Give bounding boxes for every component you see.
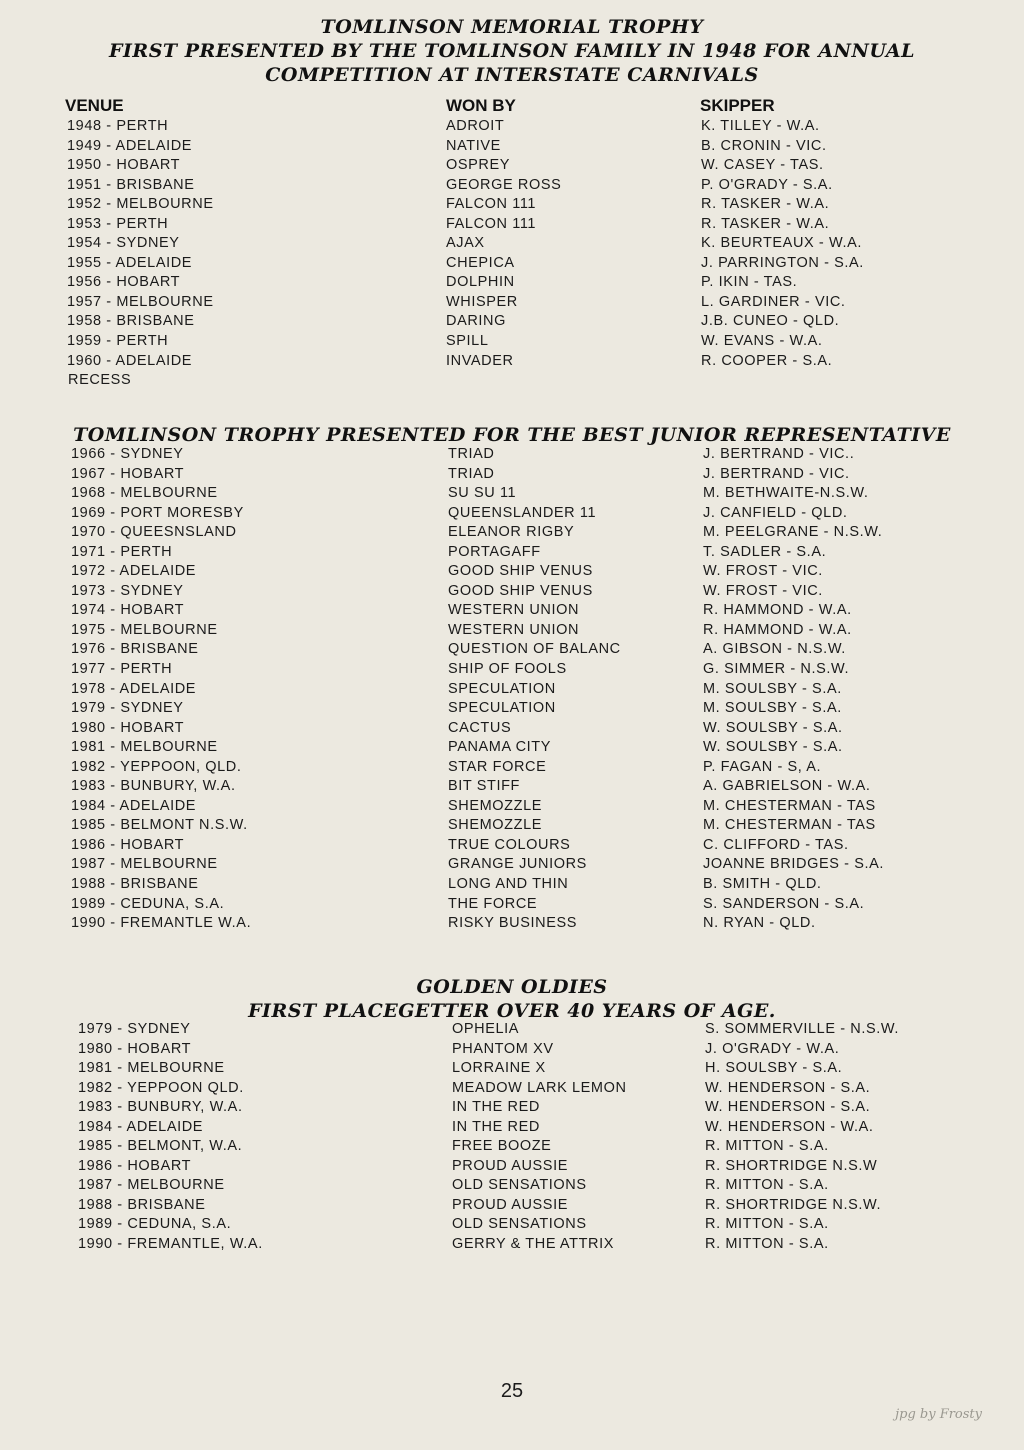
won-by-cell: SPECULATION <box>448 700 556 717</box>
won-by-cell: SHIP OF FOOLS <box>448 661 567 678</box>
skipper-cell: T. SADLER - S.A. <box>703 543 827 560</box>
table-row <box>0 1236 1024 1256</box>
skipper-cell: S. SANDERSON - S.A. <box>703 895 865 912</box>
venue-cell: 1984 - ADELAIDE <box>78 1118 204 1135</box>
page-title: TOMLINSON MEMORIAL TROPHY <box>320 16 704 38</box>
skipper-cell: P. IKIN - TAS. <box>701 274 798 291</box>
won-by-cell: PANAMA CITY <box>448 739 552 756</box>
skipper-cell: R. MITTON - S.A. <box>705 1216 829 1233</box>
skipper-cell: R. TASKER - W.A. <box>701 215 830 232</box>
won-by-cell: OPHELIA <box>452 1021 520 1037</box>
won-by-cell: NATIVE <box>446 137 501 154</box>
skipper-cell: M. SOULSBY - S.A. <box>703 700 842 717</box>
skipper-cell: R. HAMMOND - W.A. <box>703 602 852 619</box>
venue-cell: 1966 - SYDNEY <box>71 446 184 462</box>
skipper-cell: R. TASKER - W.A. <box>701 196 830 213</box>
column-header-won-by: WON BY <box>446 96 516 115</box>
venue-cell: 1985 - BELMONT, W.A. <box>78 1138 243 1155</box>
venue-cell: 1952 - MELBOURNE <box>67 196 214 213</box>
table-row <box>0 896 1024 916</box>
skipper-cell: N. RYAN - QLD. <box>703 915 816 932</box>
table-row <box>0 485 1024 505</box>
skipper-cell: C. CLIFFORD - TAS. <box>703 836 849 853</box>
won-by-cell: INVADER <box>446 352 514 369</box>
table-row <box>0 524 1024 544</box>
skipper-cell: R. MITTON - S.A. <box>705 1177 829 1194</box>
venue-cell: 1972 - ADELAIDE <box>71 563 197 580</box>
skipper-cell: A. GABRIELSON - W.A. <box>703 778 871 795</box>
won-by-cell: SPILL <box>446 333 489 350</box>
skipper-cell: M. PEELGRANE - N.S.W. <box>703 524 883 541</box>
junior-table <box>0 446 1024 935</box>
skipper-cell: J. BERTRAND - VIC.. <box>703 446 855 462</box>
table-row <box>0 544 1024 564</box>
venue-cell: 1955 - ADELAIDE <box>67 254 193 271</box>
table-row <box>0 1099 1024 1119</box>
skipper-cell: K. BEURTEAUX - W.A. <box>701 235 862 252</box>
table-row <box>0 353 1024 373</box>
table-row <box>0 446 1024 466</box>
venue-cell: 1971 - PERTH <box>71 543 173 560</box>
skipper-cell: M. SOULSBY - S.A. <box>703 680 842 697</box>
table-row <box>0 817 1024 837</box>
won-by-cell: CHEPICA <box>446 254 515 271</box>
table-row <box>0 798 1024 818</box>
table-row <box>0 1080 1024 1100</box>
won-by-cell: FALCON 111 <box>446 215 537 232</box>
skipper-cell: H. SOULSBY - S.A. <box>705 1060 843 1077</box>
table-row <box>0 1041 1024 1061</box>
skipper-cell: R. SHORTRIDGE N.S.W <box>705 1157 878 1174</box>
venue-cell: 1987 - MELBOURNE <box>71 856 218 873</box>
table-row <box>0 505 1024 525</box>
won-by-cell: TRIAD <box>448 465 495 482</box>
skipper-cell: K. TILLEY - W.A. <box>701 118 820 134</box>
won-by-cell: PHANTOM XV <box>452 1040 554 1057</box>
venue-cell: 1949 - ADELAIDE <box>67 137 193 154</box>
venue-cell: 1968 - MELBOURNE <box>71 485 218 502</box>
won-by-cell: BIT STIFF <box>448 778 520 795</box>
table-row <box>0 622 1024 642</box>
skipper-cell: W. FROST - VIC. <box>703 563 823 580</box>
won-by-cell: ADROIT <box>446 118 505 134</box>
won-by-cell: GRANGE JUNIORS <box>448 856 587 873</box>
skipper-cell: L. GARDINER - VIC. <box>701 293 846 310</box>
table-row <box>0 778 1024 798</box>
won-by-cell: CACTUS <box>448 719 512 736</box>
table-row <box>0 681 1024 701</box>
venue-cell: 1982 - YEPPOON QLD. <box>78 1079 244 1096</box>
skipper-cell: R. MITTON - S.A. <box>705 1236 829 1253</box>
golden-heading: GOLDEN OLDIES <box>416 976 608 998</box>
table-row <box>0 333 1024 353</box>
won-by-cell: MEADOW LARK LEMON <box>452 1079 627 1096</box>
table-row <box>0 583 1024 603</box>
venue-cell: 1988 - BRISBANE <box>78 1196 206 1213</box>
venue-cell: 1978 - ADELAIDE <box>71 680 197 697</box>
won-by-cell: WESTERN UNION <box>448 621 580 638</box>
won-by-cell: THE FORCE <box>448 895 538 912</box>
venue-cell: 1973 - SYDNEY <box>71 582 184 599</box>
skipper-cell: P. O'GRADY - S.A. <box>701 176 833 193</box>
table-row <box>0 1021 1024 1041</box>
won-by-cell: LORRAINE X <box>452 1060 546 1077</box>
won-by-cell: FALCON 111 <box>446 196 537 213</box>
skipper-cell: R. MITTON - S.A. <box>705 1138 829 1155</box>
skipper-cell: B. CRONIN - VIC. <box>701 137 827 154</box>
skipper-cell: M. CHESTERMAN - TAS <box>703 797 876 814</box>
won-by-cell: SHEMOZZLE <box>448 817 543 834</box>
skipper-cell: G. SIMMER - N.S.W. <box>703 661 850 678</box>
won-by-cell: SPECULATION <box>448 680 556 697</box>
venue-cell: 1985 - BELMONT N.S.W. <box>71 817 248 834</box>
skipper-cell: R. COOPER - S.A. <box>701 352 833 369</box>
won-by-cell: WHISPER <box>446 293 518 310</box>
venue-cell: 1989 - CEDUNA, S.A. <box>71 895 225 912</box>
venue-cell: 1990 - FREMANTLE W.A. <box>71 915 252 932</box>
venue-cell: 1990 - FREMANTLE, W.A. <box>78 1236 263 1253</box>
venue-cell: 1977 - PERTH <box>71 661 173 678</box>
skipper-cell: S. SOMMERVILLE - N.S.W. <box>705 1021 900 1037</box>
skipper-cell: W. SOULSBY - S.A. <box>703 739 843 756</box>
won-by-cell: DARING <box>446 313 506 330</box>
table-row <box>0 700 1024 720</box>
skipper-cell: W. SOULSBY - S.A. <box>703 719 843 736</box>
won-by-cell: OLD SENSATIONS <box>452 1177 587 1194</box>
won-by-cell: FREE BOOZE <box>452 1138 552 1155</box>
venue-cell: 1957 - MELBOURNE <box>67 293 214 310</box>
venue-cell: 1979 - SYDNEY <box>78 1021 191 1037</box>
table-row <box>0 274 1024 294</box>
venue-cell: 1969 - PORT MORESBY <box>71 504 244 521</box>
venue-cell: 1989 - CEDUNA, S.A. <box>78 1216 232 1233</box>
memorial-table <box>0 118 1024 372</box>
table-row <box>0 1177 1024 1197</box>
venue-cell: 1954 - SYDNEY <box>67 235 180 252</box>
skipper-cell: W. CASEY - TAS. <box>701 157 824 174</box>
table-row <box>0 177 1024 197</box>
table-row <box>0 759 1024 779</box>
table-row <box>0 1158 1024 1178</box>
venue-cell: 1979 - SYDNEY <box>71 700 184 717</box>
won-by-cell: WESTERN UNION <box>448 602 580 619</box>
skipper-cell: W. HENDERSON - W.A. <box>705 1118 874 1135</box>
venue-cell: 1948 - PERTH <box>67 118 169 134</box>
table-row <box>0 1197 1024 1217</box>
won-by-cell: RISKY BUSINESS <box>448 915 578 932</box>
table-row <box>0 739 1024 759</box>
won-by-cell: GOOD SHIP VENUS <box>448 563 593 580</box>
skipper-cell: W. HENDERSON - S.A. <box>705 1099 871 1116</box>
venue-cell: 1981 - MELBOURNE <box>78 1060 225 1077</box>
page-number: 25 <box>500 1380 524 1402</box>
won-by-cell: OLD SENSATIONS <box>452 1216 587 1233</box>
table-row <box>0 856 1024 876</box>
venue-cell: 1986 - HOBART <box>71 836 185 853</box>
venue-cell: 1988 - BRISBANE <box>71 876 199 893</box>
table-row <box>0 1060 1024 1080</box>
won-by-cell: PROUD AUSSIE <box>452 1157 568 1174</box>
venue-cell: 1975 - MELBOURNE <box>71 621 218 638</box>
subtitle-line-1: FIRST PRESENTED BY THE TOMLINSON FAMILY IN 1948 FOR ANNUAL <box>109 40 915 62</box>
skipper-cell: JOANNE BRIDGES - S.A. <box>703 856 884 873</box>
won-by-cell: GEORGE ROSS <box>446 176 562 193</box>
table-row <box>0 641 1024 661</box>
venue-cell: 1976 - BRISBANE <box>71 641 199 658</box>
won-by-cell: AJAX <box>446 235 485 252</box>
venue-cell: 1960 - ADELAIDE <box>67 352 193 369</box>
venue-cell: 1982 - YEPPOON, QLD. <box>71 758 242 775</box>
venue-cell: 1956 - HOBART <box>67 274 181 291</box>
golden-table <box>0 1021 1024 1256</box>
won-by-cell: LONG AND THIN <box>448 876 569 893</box>
venue-cell: 1950 - HOBART <box>67 157 181 174</box>
venue-cell: 1974 - HOBART <box>71 602 185 619</box>
recess-label: RECESS <box>68 372 132 388</box>
column-header-venue: VENUE <box>65 96 124 115</box>
won-by-cell: TRIAD <box>448 446 495 462</box>
venue-cell: 1983 - BUNBURY, W.A. <box>78 1099 243 1116</box>
skipper-cell: J. CANFIELD - QLD. <box>703 504 848 521</box>
table-row <box>0 915 1024 935</box>
won-by-cell: DOLPHIN <box>446 274 515 291</box>
skipper-cell: M. BETHWAITE-N.S.W. <box>703 485 869 502</box>
table-row <box>0 1138 1024 1158</box>
won-by-cell: PORTAGAFF <box>448 543 541 560</box>
won-by-cell: IN THE RED <box>452 1099 540 1116</box>
skipper-cell: R. SHORTRIDGE N.S.W. <box>705 1196 882 1213</box>
table-row <box>0 661 1024 681</box>
won-by-cell: ELEANOR RIGBY <box>448 524 575 541</box>
subtitle-line-2: COMPETITION AT INTERSTATE CARNIVALS <box>265 64 759 86</box>
venue-cell: 1984 - ADELAIDE <box>71 797 197 814</box>
table-row <box>0 294 1024 314</box>
won-by-cell: OSPREY <box>446 157 511 174</box>
table-row <box>0 235 1024 255</box>
table-row <box>0 216 1024 236</box>
table-row <box>0 720 1024 740</box>
venue-cell: 1983 - BUNBURY, W.A. <box>71 778 236 795</box>
table-row <box>0 1119 1024 1139</box>
skipper-cell: W. EVANS - W.A. <box>701 333 823 350</box>
skipper-cell: W. FROST - VIC. <box>703 582 823 599</box>
venue-cell: 1980 - HOBART <box>71 719 185 736</box>
table-row <box>0 1216 1024 1236</box>
venue-cell: 1953 - PERTH <box>67 215 169 232</box>
skipper-cell: B. SMITH - QLD. <box>703 876 822 893</box>
skipper-cell: W. HENDERSON - S.A. <box>705 1079 871 1096</box>
table-row <box>0 138 1024 158</box>
venue-cell: 1951 - BRISBANE <box>67 176 195 193</box>
skipper-cell: R. HAMMOND - W.A. <box>703 621 852 638</box>
won-by-cell: GERRY & THE ATTRIX <box>452 1236 615 1253</box>
won-by-cell: SHEMOZZLE <box>448 797 543 814</box>
photo-credit: jpg by Frosty <box>895 1407 982 1422</box>
skipper-cell: P. FAGAN - S, A. <box>703 758 822 775</box>
column-header-skipper: SKIPPER <box>700 96 775 115</box>
won-by-cell: STAR FORCE <box>448 758 547 775</box>
junior-heading: TOMLINSON TROPHY PRESENTED FOR THE BEST JUNIOR REPRESENTATIVE <box>73 424 951 446</box>
table-row <box>0 466 1024 486</box>
table-row <box>0 876 1024 896</box>
won-by-cell: QUEENSLANDER 11 <box>448 504 597 521</box>
skipper-cell: J.B. CUNEO - QLD. <box>701 313 840 330</box>
golden-subheading: FIRST PLACEGETTER OVER 40 YEARS OF AGE. <box>248 1000 776 1022</box>
venue-cell: 1986 - HOBART <box>78 1157 192 1174</box>
venue-cell: 1967 - HOBART <box>71 465 185 482</box>
won-by-cell: TRUE COLOURS <box>448 836 571 853</box>
table-row <box>0 313 1024 333</box>
skipper-cell: J. O'GRADY - W.A. <box>705 1040 840 1057</box>
table-row <box>0 602 1024 622</box>
table-row <box>0 157 1024 177</box>
venue-cell: 1980 - HOBART <box>78 1040 192 1057</box>
won-by-cell: QUESTION OF BALANC <box>448 641 621 658</box>
skipper-cell: A. GIBSON - N.S.W. <box>703 641 846 658</box>
won-by-cell: IN THE RED <box>452 1118 540 1135</box>
venue-cell: 1987 - MELBOURNE <box>78 1177 225 1194</box>
skipper-cell: J. PARRINGTON - S.A. <box>701 254 864 271</box>
won-by-cell: GOOD SHIP VENUS <box>448 582 593 599</box>
table-row <box>0 118 1024 138</box>
won-by-cell: SU SU 11 <box>448 485 517 502</box>
skipper-cell: M. CHESTERMAN - TAS <box>703 817 876 834</box>
venue-cell: 1970 - QUEESNSLAND <box>71 524 237 541</box>
skipper-cell: J. BERTRAND - VIC. <box>703 465 850 482</box>
venue-cell: 1981 - MELBOURNE <box>71 739 218 756</box>
venue-cell: 1959 - PERTH <box>67 333 169 350</box>
won-by-cell: PROUD AUSSIE <box>452 1196 568 1213</box>
venue-cell: 1958 - BRISBANE <box>67 313 195 330</box>
table-row <box>0 196 1024 216</box>
table-row <box>0 563 1024 583</box>
table-row <box>0 837 1024 857</box>
table-row <box>0 255 1024 275</box>
